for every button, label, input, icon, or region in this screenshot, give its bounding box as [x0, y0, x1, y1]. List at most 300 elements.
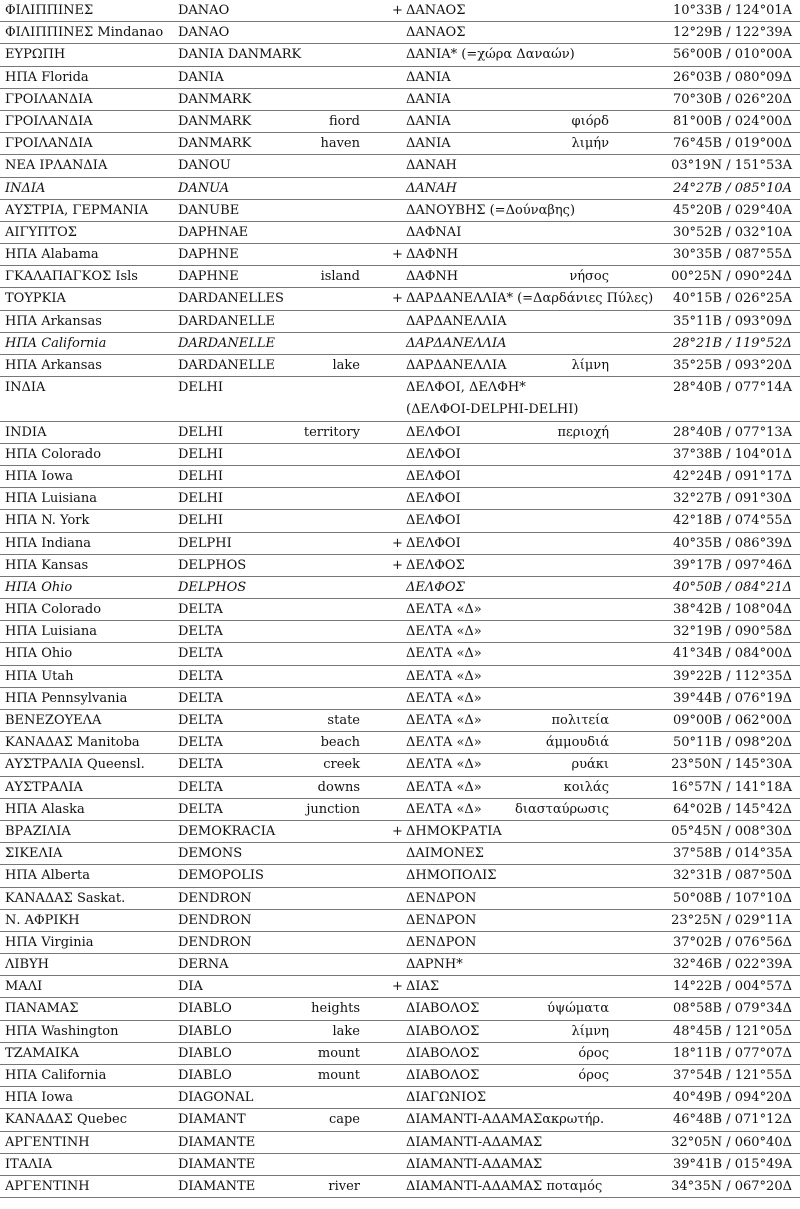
foreign-name-cell: DARDANELLE — [178, 313, 276, 329]
table-row — [0, 44, 800, 66]
country-cell: ΣΙΚΕΛΙΑ — [5, 846, 63, 862]
greek-feature-type-cell: λίμνη — [571, 1023, 609, 1039]
greek-name-cell: ΔΕΛΦΟΙ — [406, 513, 461, 529]
feature-type-cell: junction — [306, 801, 360, 817]
coordinates-cell: 35°11Β / 093°09Δ — [672, 313, 792, 329]
table-row — [0, 621, 800, 643]
greek-name-cell: ΔΙΑΒΟΛΟΣ — [406, 1023, 480, 1039]
coordinates-cell: 28°40Β / 077°14Α — [672, 380, 792, 396]
foreign-name-cell: DANOU — [178, 158, 231, 174]
country-cell: ΗΠΑ Utah — [5, 668, 74, 684]
coordinates-cell: 32°05Ν / 060°40Δ — [671, 1134, 792, 1150]
foreign-name-cell: DELHI — [178, 446, 224, 462]
greek-name-cell: ΔΙΑΜΑΝΤΙ-ΑΔΑΜΑΣ — [406, 1156, 543, 1172]
greek-feature-type-cell: νήσος — [569, 269, 609, 285]
foreign-name-cell: DIABLO — [178, 1068, 232, 1083]
coordinates-cell: 24°27Β / 085°10Α — [672, 180, 792, 196]
foreign-name-cell: DELPHOS — [178, 557, 247, 573]
foreign-name-cell: DELHI — [178, 424, 224, 440]
table-row — [0, 799, 800, 821]
coordinates-cell: 56°00Β / 010°00Α — [672, 47, 792, 63]
table-row — [0, 954, 800, 976]
foreign-name-cell: DELPHOS — [178, 579, 247, 595]
table-row — [0, 754, 800, 776]
table-row — [0, 555, 800, 577]
plus-marker: + — [392, 979, 403, 995]
table-row — [0, 1087, 800, 1109]
country-cell: ΑΡΓΕΝΤΙΝΗ — [5, 1134, 90, 1150]
coordinates-cell: 39°41Β / 015°49Α — [672, 1156, 792, 1172]
country-cell: ΓΡΟΙΛΑΝΔΙΑ — [5, 113, 93, 129]
table-row — [0, 976, 800, 998]
feature-type-cell: territory — [303, 424, 360, 440]
foreign-name-cell: DANUBE — [178, 202, 240, 218]
country-cell: ΑΥΣΤΡΑΛΙΑ — [5, 779, 83, 795]
greek-name-cell: ΔΙΑΓΩΝΙΟΣ — [406, 1090, 487, 1106]
foreign-name-cell: DENDRON — [178, 934, 252, 950]
coordinates-cell: 32°27Β / 091°30Δ — [672, 491, 792, 507]
country-cell: ΜΑΛΙ — [5, 979, 43, 995]
country-cell: ΗΠΑ Luisiana — [5, 491, 98, 507]
table-row — [0, 777, 800, 799]
table-row — [0, 599, 800, 621]
greek-feature-type-cell: ύψώματα — [547, 1001, 609, 1017]
table-row — [0, 288, 800, 310]
table-row — [0, 355, 800, 377]
coordinates-cell: 32°46Β / 022°39Α — [672, 957, 792, 973]
greek-feature-type-cell: όρος — [578, 1068, 609, 1083]
country-cell: ΠΑΝΑΜΑΣ — [5, 1001, 79, 1017]
greek-name-cell: ΔΕΛΤΑ «Δ» — [406, 779, 482, 795]
foreign-name-cell: DANMARK — [178, 113, 252, 129]
greek-name-cell: (ΔΕΛΦΟΙ-DELPHI-DELHI) — [406, 402, 579, 418]
coordinates-cell: 42°18Β / 074°55Δ — [672, 513, 792, 529]
table-row — [0, 1132, 800, 1154]
coordinates-cell: 46°48Β / 071°12Δ — [672, 1112, 792, 1128]
country-cell: ΦΙΛΙΠΠΙΝΕΣ Mindanao — [5, 25, 164, 41]
greek-name-cell: ΔΕΛΤΑ «Δ» — [406, 690, 482, 706]
foreign-name-cell: DIABLO — [178, 1023, 232, 1039]
coordinates-cell: 10°33Β / 124°01Α — [672, 3, 792, 18]
table-row — [0, 688, 800, 710]
greek-name-cell: ΔΙΑΣ — [406, 979, 440, 995]
table-row — [0, 266, 800, 288]
foreign-name-cell: DELHI — [178, 513, 224, 529]
greek-feature-type-cell: διασταύρωσις — [515, 801, 609, 817]
table-row — [0, 22, 800, 44]
table-row — [0, 1109, 800, 1131]
foreign-name-cell: DEMOKRACIA — [178, 823, 276, 839]
greek-name-cell: ΔΑΝΙΑ — [406, 113, 451, 129]
coordinates-cell: 30°35Β / 087°55Δ — [672, 247, 792, 263]
country-cell: ΗΠΑ Luisiana — [5, 624, 98, 640]
coordinates-cell: 38°42Β / 108°04Δ — [672, 602, 792, 618]
greek-name-cell: ΔΕΝΔΡΟΝ — [406, 934, 477, 950]
table-row — [0, 843, 800, 865]
feature-type-cell: cape — [328, 1112, 360, 1128]
coordinates-cell: 50°11Β / 098°20Δ — [672, 735, 792, 751]
greek-name-cell: ΔΑΝΑΗ — [406, 158, 457, 174]
greek-name-cell: ΔΕΛΤΑ «Δ» — [406, 602, 482, 618]
feature-type-cell: lake — [332, 358, 360, 373]
greek-name-cell: ΔΕΝΔΡΟΝ — [406, 912, 477, 928]
greek-name-cell: ΔΑΙΜΟΝΕΣ — [406, 846, 484, 862]
greek-name-cell: ΔΕΛΦΟΙ — [406, 468, 461, 484]
foreign-name-cell: DIAGONAL — [178, 1090, 254, 1106]
greek-name-cell: ΔΕΛΤΑ «Δ» — [406, 801, 482, 817]
greek-name-cell: ΔΑΝΙΑ — [406, 91, 451, 107]
greek-name-cell: ΔΗΜΟΚΡΑΤΙΑ — [406, 823, 502, 839]
table-row — [0, 577, 800, 599]
country-cell: INDIA — [5, 424, 47, 440]
country-cell: ΚΑΝΑΔΑΣ Manitoba — [5, 735, 140, 751]
table-row — [0, 422, 800, 444]
greek-name-cell: ΔΙΑΒΟΛΟΣ — [406, 1068, 480, 1083]
greek-name-cell: ΔΑΡΔΑΝΕΛΛΙΑ — [406, 335, 507, 351]
greek-name-cell: ΔΑΝΙΑ — [406, 136, 451, 152]
foreign-name-cell: DARDANELLE — [178, 358, 276, 373]
coordinates-cell: 45°20Β / 029°40Α — [672, 202, 792, 218]
country-cell: ΙΤΑΛΙΑ — [5, 1156, 53, 1172]
table-row — [0, 1021, 800, 1043]
coordinates-cell: 05°45Ν / 008°30Δ — [671, 823, 792, 839]
coordinates-cell: 76°45Β / 019°00Δ — [672, 136, 792, 152]
country-cell: ΓΚΑΛΑΠΑΓΚΟΣ Isls — [5, 269, 138, 285]
country-cell: ΒΡΑΖΙΛΙΑ — [5, 823, 71, 839]
coordinates-cell: 26°03Β / 080°09Δ — [672, 69, 792, 85]
greek-name-cell: ΔΑΡΔΑΝΕΛΛΙΑ — [406, 358, 507, 373]
table-row — [0, 155, 800, 177]
foreign-name-cell: DELPHI — [178, 535, 232, 551]
foreign-name-cell: DENDRON — [178, 890, 252, 906]
foreign-name-cell: DELHI — [178, 468, 224, 484]
country-cell: ΗΠΑ Ohio — [5, 579, 73, 595]
table-row — [0, 643, 800, 665]
table-row — [0, 444, 800, 466]
greek-name-cell: ΔΑΦΝΑΙ — [406, 224, 462, 240]
coordinates-cell: 37°54Β / 121°55Δ — [672, 1068, 792, 1083]
country-cell: ΑΡΓΕΝΤΙΝΗ — [5, 1178, 90, 1194]
foreign-name-cell: DELTA — [178, 602, 223, 618]
greek-feature-type-cell: λιμήν — [571, 136, 609, 152]
coordinates-cell: 39°17Β / 097°46Δ — [672, 557, 792, 573]
greek-name-cell: ΔΑΡΔΑΝΕΛΛΙΑ — [406, 313, 507, 329]
foreign-name-cell: DAPHNE — [178, 269, 239, 285]
foreign-name-cell: DELTA — [178, 646, 223, 662]
foreign-name-cell: DIAMANT — [178, 1112, 246, 1128]
plus-marker: + — [392, 557, 403, 573]
coordinates-cell: 42°24Β / 091°17Δ — [672, 468, 792, 484]
country-cell: ΗΠΑ Alberta — [5, 868, 90, 884]
greek-name-cell: ΔΕΛΦΟΙ, ΔΕΛΦΗ* — [406, 380, 526, 396]
greek-name-cell: ΔΑΦΝΗ — [406, 269, 459, 285]
foreign-name-cell: DIAMANTE — [178, 1178, 256, 1194]
greek-feature-type-cell: ρυάκι — [571, 757, 609, 773]
coordinates-cell: 41°34Β / 084°00Δ — [672, 646, 792, 662]
greek-name-cell: ΔΗΜΟΠΟΛΙΣ — [406, 868, 497, 884]
coordinates-cell: 48°45Β / 121°05Δ — [672, 1023, 792, 1039]
coordinates-cell: 00°25Ν / 090°24Δ — [671, 269, 792, 285]
greek-name-cell: ΔΑΝΙΑ — [406, 69, 451, 85]
foreign-name-cell: DELTA — [178, 735, 223, 751]
coordinates-cell: 28°21Β / 119°52Δ — [672, 335, 792, 351]
table-row — [0, 67, 800, 89]
greek-name-cell: ΔΙΑΜΑΝΤΙ-ΑΔΑΜΑΣακρωτήρ. — [406, 1112, 605, 1128]
greek-name-cell: ΔΙΑΒΟΛΟΣ — [406, 1001, 480, 1017]
plus-marker: + — [392, 823, 403, 839]
table-row — [0, 333, 800, 355]
plus-marker: + — [392, 535, 403, 551]
coordinates-cell: 30°52Β / 032°10Α — [672, 224, 792, 240]
feature-type-cell: mount — [317, 1068, 360, 1083]
coordinates-cell: 18°11Β / 077°07Δ — [672, 1045, 792, 1061]
foreign-name-cell: DANAO — [178, 3, 230, 18]
coordinates-cell: 23°25Ν / 029°11Α — [671, 912, 792, 928]
greek-feature-type-cell: περιοχή — [557, 424, 609, 440]
coordinates-cell: 50°08Β / 107°10Δ — [672, 890, 792, 906]
table-row — [0, 932, 800, 954]
greek-name-cell: ΔΑΦΝΗ — [406, 247, 459, 263]
feature-type-cell: fiord — [328, 113, 360, 129]
foreign-name-cell: DELTA — [178, 690, 223, 706]
greek-name-cell: ΔΕΛΦΟΣ — [406, 557, 465, 573]
table-row — [0, 998, 800, 1020]
coordinates-cell: 40°49Β / 094°20Δ — [672, 1090, 792, 1106]
foreign-name-cell: DELTA — [178, 624, 223, 640]
country-cell: ΚΑΝΑΔΑΣ Saskat. — [5, 890, 126, 906]
country-cell: Ν. ΑΦΡΙΚΗ — [5, 912, 80, 928]
greek-name-cell: ΔΙΑΜΑΝΤΙ-ΑΔΑΜΑΣ ποταμός — [406, 1178, 603, 1194]
coordinates-cell: 32°19Β / 090°58Δ — [672, 624, 792, 640]
greek-feature-type-cell: λίμνη — [571, 358, 609, 373]
greek-name-cell: ΔΕΛΤΑ «Δ» — [406, 668, 482, 684]
greek-name-cell: ΔΕΛΤΑ «Δ» — [406, 713, 482, 728]
coordinates-cell: 16°57Ν / 141°18Α — [671, 779, 792, 795]
table-row — [0, 821, 800, 843]
coordinates-cell: 37°38Β / 104°01Δ — [672, 446, 792, 462]
coordinates-cell: 12°29Β / 122°39Α — [672, 25, 792, 41]
coordinates-cell: 40°35Β / 086°39Δ — [672, 535, 792, 551]
foreign-name-cell: DANIA DANMARK — [178, 47, 302, 63]
feature-type-cell: mount — [317, 1045, 360, 1061]
table-row — [0, 488, 800, 510]
greek-name-cell: ΔΕΛΤΑ «Δ» — [406, 624, 482, 640]
greek-feature-type-cell: φιόρδ — [571, 113, 609, 129]
table-row — [0, 311, 800, 333]
table-row — [0, 1065, 800, 1087]
coordinates-cell: 64°02Β / 145°42Δ — [672, 801, 792, 817]
foreign-name-cell: DANMARK — [178, 91, 252, 107]
coordinates-cell: 40°50Β / 084°21Δ — [672, 579, 792, 595]
greek-name-cell: ΔΙΑΜΑΝΤΙ-ΑΔΑΜΑΣ — [406, 1134, 543, 1150]
coordinates-cell: 40°15Β / 026°25Α — [672, 291, 792, 307]
greek-name-cell: ΔΕΛΦΟΙ — [406, 535, 461, 551]
greek-name-cell: ΔΑΡΔΑΝΕΛΛΙΑ* (=Δαρδάνιες Πύλες) — [406, 291, 654, 307]
foreign-name-cell: DIABLO — [178, 1045, 232, 1061]
plus-marker: + — [392, 247, 403, 263]
country-cell: ΗΠΑ Kansas — [5, 557, 89, 573]
coordinates-cell: 32°31Β / 087°50Δ — [672, 868, 792, 884]
table-row — [0, 732, 800, 754]
country-cell: ΒΕΝΕΖΟΥΕΛΑ — [5, 713, 102, 728]
greek-feature-type-cell: όρος — [578, 1045, 609, 1061]
table-row — [0, 399, 800, 421]
greek-name-cell: ΔΕΛΦΟΙ — [406, 424, 461, 440]
table-row — [0, 466, 800, 488]
coordinates-cell: 39°44Β / 076°19Δ — [672, 690, 792, 706]
country-cell: ΗΠΑ Ohio — [5, 646, 73, 662]
coordinates-cell: 03°19Ν / 151°53Α — [671, 158, 792, 174]
feature-type-cell: river — [328, 1178, 360, 1194]
country-cell: ΗΠΑ Washington — [5, 1023, 119, 1039]
foreign-name-cell: DAPHNAE — [178, 224, 249, 240]
greek-name-cell: ΔΑΝΑΗ — [406, 180, 457, 196]
greek-name-cell: ΔΑΝΙΑ* (=χώρα Δαναών) — [406, 47, 575, 63]
country-cell: ΗΠΑ Colorado — [5, 446, 102, 462]
table-row — [0, 89, 800, 111]
table-row — [0, 111, 800, 133]
country-cell: ΗΠΑ Arkansas — [5, 313, 102, 329]
table-row — [0, 244, 800, 266]
country-cell: ΗΠΑ California — [5, 335, 107, 351]
table-row — [0, 533, 800, 555]
foreign-name-cell: DELTA — [178, 668, 223, 684]
foreign-name-cell: DANMARK — [178, 136, 252, 152]
country-cell: ΗΠΑ Alabama — [5, 247, 99, 263]
foreign-name-cell: DANUA — [178, 180, 230, 196]
feature-type-cell: lake — [332, 1023, 360, 1039]
country-cell: ΗΠΑ Iowa — [5, 468, 74, 484]
greek-name-cell: ΔΕΛΤΑ «Δ» — [406, 757, 482, 773]
plus-marker: + — [392, 3, 403, 18]
country-cell: ΗΠΑ N. York — [5, 513, 90, 529]
table-row — [0, 510, 800, 532]
feature-type-cell: state — [327, 713, 360, 728]
foreign-name-cell: DERNA — [178, 957, 229, 973]
foreign-name-cell: DELTA — [178, 779, 223, 795]
foreign-name-cell: DANIA — [178, 69, 224, 85]
greek-feature-type-cell: πολιτεία — [551, 713, 609, 728]
foreign-name-cell: DIAMANTE — [178, 1134, 256, 1150]
country-cell: ΑΥΣΤΡΙΑ, ΓΕΡΜΑΝΙΑ — [5, 202, 149, 218]
foreign-name-cell: DIABLO — [178, 1001, 232, 1017]
table-row — [0, 222, 800, 244]
country-cell: ΦΙΛΙΠΠΙΝΕΣ — [5, 3, 94, 18]
country-cell: ΗΠΑ Alaska — [5, 801, 85, 817]
foreign-name-cell: DANAO — [178, 25, 230, 41]
table-row — [0, 865, 800, 887]
coordinates-cell: 39°22Β / 112°35Δ — [672, 668, 792, 684]
greek-name-cell: ΔΕΛΦΟΙ — [406, 446, 461, 462]
coordinates-cell: 37°58Β / 014°35Α — [672, 846, 792, 862]
coordinates-cell: 08°58Β / 079°34Δ — [672, 1001, 792, 1017]
country-cell: ΤΖΑΜΑΙΚΑ — [5, 1045, 80, 1061]
coordinates-cell: 70°30Β / 026°20Δ — [672, 91, 792, 107]
table-row — [0, 377, 800, 399]
table-row — [0, 178, 800, 200]
greek-name-cell: ΔΙΑΒΟΛΟΣ — [406, 1045, 480, 1061]
coordinates-cell: 81°00Β / 024°00Δ — [672, 113, 792, 129]
foreign-name-cell: DIA — [178, 979, 203, 995]
country-cell: ΓΡΟΙΛΑΝΔΙΑ — [5, 136, 93, 152]
table-row — [0, 0, 800, 22]
foreign-name-cell: DELTA — [178, 713, 223, 728]
greek-name-cell: ΔΕΝΔΡΟΝ — [406, 890, 477, 906]
table-row — [0, 1043, 800, 1065]
foreign-name-cell: DENDRON — [178, 912, 252, 928]
greek-name-cell: ΔΑΝΑΟΣ — [406, 3, 466, 18]
country-cell: ΗΠΑ Arkansas — [5, 358, 102, 373]
table-row — [0, 1154, 800, 1176]
country-cell: ΗΠΑ California — [5, 1068, 107, 1083]
greek-name-cell: ΔΕΛΦΟΙ — [406, 491, 461, 507]
coordinates-cell: 28°40Β / 077°13Α — [672, 424, 792, 440]
foreign-name-cell: DAPHNE — [178, 247, 239, 263]
coordinates-cell: 23°50Ν / 145°30Α — [671, 757, 792, 773]
country-cell: ΚΑΝΑΔΑΣ Quebec — [5, 1112, 127, 1128]
country-cell: ΓΡΟΙΛΑΝΔΙΑ — [5, 91, 93, 107]
foreign-name-cell: DIAMANTE — [178, 1156, 256, 1172]
foreign-name-cell: DARDANELLE — [178, 335, 276, 351]
table-row — [0, 710, 800, 732]
foreign-name-cell: DELTA — [178, 757, 223, 773]
feature-type-cell: downs — [317, 779, 360, 795]
country-cell: ΕΥΡΩΠΗ — [5, 47, 66, 63]
foreign-name-cell: DELHI — [178, 491, 224, 507]
feature-type-cell: haven — [320, 136, 360, 152]
country-cell: ΗΠΑ Virginia — [5, 934, 94, 950]
country-cell: ΑΙΓΥΠΤΟΣ — [5, 224, 77, 240]
country-cell: ΙΝΔΙΑ — [5, 180, 46, 196]
greek-feature-type-cell: άμμουδιά — [545, 735, 609, 751]
greek-name-cell: ΔΑΡΝΗ* — [406, 957, 463, 973]
table-row — [0, 200, 800, 222]
country-cell: ΗΠΑ Iowa — [5, 1090, 74, 1106]
feature-type-cell: creek — [323, 757, 360, 773]
foreign-name-cell: DARDANELLES — [178, 291, 284, 307]
greek-feature-type-cell: κοιλάς — [563, 779, 609, 795]
plus-marker: + — [392, 291, 403, 307]
greek-name-cell: ΔΑΝΟΥΒΗΣ (=Δούναβης) — [406, 202, 576, 218]
greek-name-cell: ΔΑΝΑΟΣ — [406, 25, 466, 41]
country-cell: ΛΙΒΥΗ — [5, 957, 49, 973]
table-row — [0, 666, 800, 688]
country-cell: ΑΥΣΤΡΑΛΙΑ Queensl. — [5, 757, 145, 773]
greek-name-cell: ΔΕΛΦΟΣ — [406, 579, 465, 595]
feature-type-cell: island — [320, 269, 360, 285]
country-cell: ΗΠΑ Colorado — [5, 602, 102, 618]
table-row — [0, 888, 800, 910]
coordinates-cell: 09°00Β / 062°00Δ — [672, 713, 792, 728]
foreign-name-cell: DEMONS — [178, 846, 243, 862]
coordinates-cell: 35°25Β / 093°20Δ — [672, 358, 792, 373]
country-cell: ΗΠΑ Indiana — [5, 535, 92, 551]
foreign-name-cell: DELHI — [178, 380, 224, 396]
foreign-name-cell: DELTA — [178, 801, 223, 817]
country-cell: ΤΟΥΡΚΙΑ — [5, 291, 66, 307]
coordinates-cell: 14°22Β / 004°57Δ — [672, 979, 792, 995]
table-row — [0, 1176, 800, 1198]
coordinates-cell: 37°02Β / 076°56Δ — [672, 934, 792, 950]
greek-name-cell: ΔΕΛΤΑ «Δ» — [406, 735, 482, 751]
table-row — [0, 133, 800, 155]
coordinates-cell: 34°35Ν / 067°20Δ — [671, 1178, 792, 1194]
feature-type-cell: beach — [320, 735, 360, 751]
country-cell: ΙΝΔΙΑ — [5, 380, 46, 396]
country-cell: ΗΠΑ Pennsylvania — [5, 690, 128, 706]
greek-name-cell: ΔΕΛΤΑ «Δ» — [406, 646, 482, 662]
country-cell: ΝΕΑ ΙΡΛΑΝΔΙΑ — [5, 158, 108, 174]
